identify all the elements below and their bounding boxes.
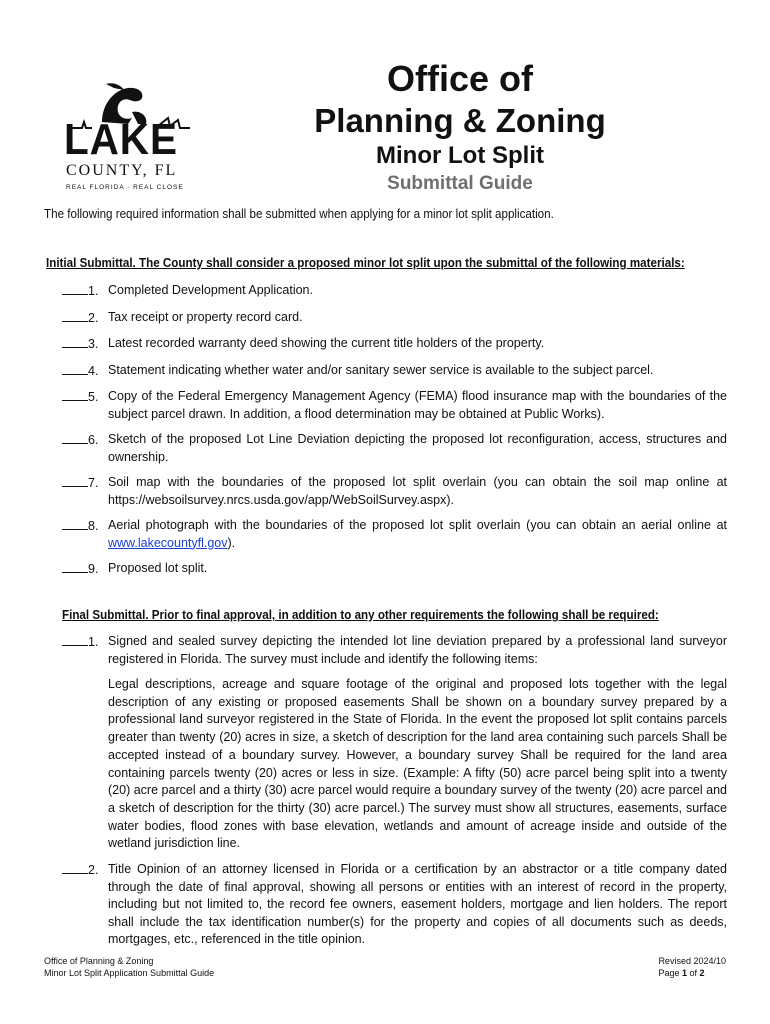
- list-item: 9. Proposed lot split.: [62, 560, 727, 579]
- list-item: 8. Aerial photograph with the boundaries of the proposed lot split overlain (you can obtain an aerial online at www.lakecountyfl.gov).: [62, 517, 727, 552]
- survey-requirements: Legal descriptions, acreage and square footage of the original and proposed lots together with the legal description of any existing or proposed easements Shall be shown on a boundary survey prepared by a professional land surveyor registered in the State of Florida. In the event the proposed lot split contains parcels greater than twenty (20) acres in size, a sketch of description for the land area containing such parcels Shall be accepted instead of a boundary survey. However, a boundary survey Shall be required for the land area containing parcels twenty (20) acres or less in size. (Example: A fifty (50) acre parcel being split into a twenty (20) acre parcel and a thirty (30) acre parcel would require a boundary survey of the twenty (20) acre parcel and a sketch of description for the thirty (30) acre parcel.) The survey must show all structures, easements, surface water bodies, flood zones with base elevation, wetlands and amount of acreage inside and outside of the wetland jurisdiction line.: [108, 677, 727, 851]
- check-blank[interactable]: [62, 560, 88, 573]
- title-subtitle: Submittal Guide: [387, 173, 533, 194]
- list-item: 5. Copy of the Federal Emergency Management Agency (FEMA) flood insurance map with the boundaries of the subject parcel drawn. In addition, a flood determination may be obtained at Public Works).: [62, 388, 727, 423]
- logo-wordmark: LAKE: [64, 115, 178, 164]
- list-item: 2. Tax receipt or property record card.: [62, 309, 727, 328]
- check-blank[interactable]: [62, 633, 88, 646]
- logo-county: COUNTY, FL: [66, 162, 178, 179]
- list-item: 3. Latest recorded warranty deed showing the current title holders of the property.: [62, 335, 727, 354]
- list-item: 6. Sketch of the proposed Lot Line Deviation depicting the proposed lot reconfiguration, access, structures and ownership.: [62, 431, 727, 466]
- check-blank[interactable]: [62, 388, 88, 401]
- title-block: [250, 58, 670, 196]
- check-blank[interactable]: [62, 474, 88, 487]
- logo-tagline: REAL FLORIDA · REAL CLOSE: [66, 184, 184, 191]
- footer-doc-title: Minor Lot Split Application Submittal Guide: [44, 968, 215, 978]
- list-item: 4. Statement indicating whether water and/or sanitary sewer service is available to the subject parcel.: [62, 362, 727, 381]
- title-document: Minor Lot Split: [376, 142, 544, 169]
- lakecounty-link[interactable]: www.lakecountyfl.gov: [108, 535, 228, 550]
- final-heading: Final Submittal. Prior to final approval, in addition to any other requirements the following shall be required:: [62, 608, 659, 622]
- final-list: [62, 633, 727, 957]
- initial-heading: Initial Submittal. The County shall consider a proposed minor lot split upon the submittal of the following materials:: [46, 256, 685, 270]
- check-blank[interactable]: [62, 335, 88, 348]
- page-number: Page 1 of 2: [658, 968, 705, 978]
- list-item: 2. Title Opinion of an attorney licensed in Florida or a certification by an abstractor or a title company dated through the date of final approval, showing all persons or entities with an interest of record in the property, including but not limited to, the record fee owners, easement holders, mortgage and lien holders. The report shall include the tax identification number(s) for the property and copies of all documents such as deeds, mortgages, etc., referenced in the title opinion.: [62, 861, 727, 949]
- lake-county-logo: [62, 82, 194, 194]
- list-item: 1. Completed Development Application.: [62, 282, 727, 301]
- initial-list: [62, 282, 727, 587]
- check-blank[interactable]: [62, 362, 88, 375]
- check-blank[interactable]: [62, 431, 88, 444]
- footer-right: [658, 955, 726, 979]
- title-department: Planning & Zoning: [314, 102, 606, 139]
- check-blank[interactable]: [62, 517, 88, 530]
- intro-text: The following required information shall be submitted when applying for a minor lot split application.: [44, 207, 554, 221]
- footer-left: [44, 955, 214, 979]
- check-blank[interactable]: [62, 309, 88, 322]
- check-blank[interactable]: [62, 861, 88, 874]
- title-office: Office of: [386, 58, 533, 99]
- footer-office: Office of Planning & Zoning: [44, 956, 154, 966]
- list-item: 7. Soil map with the boundaries of the proposed lot split overlain (you can obtain the soil map online at https://websoilsurvey.nrcs.usda.gov/app/WebSoilSurvey.aspx).: [62, 474, 727, 509]
- list-item: 1. Signed and sealed survey depicting the intended lot line deviation prepared by a professional land surveyor registered in Florida. The survey must include and identify the following items:: [62, 633, 727, 668]
- check-blank[interactable]: [62, 282, 88, 295]
- footer-revised: Revised 2024/10: [658, 956, 726, 966]
